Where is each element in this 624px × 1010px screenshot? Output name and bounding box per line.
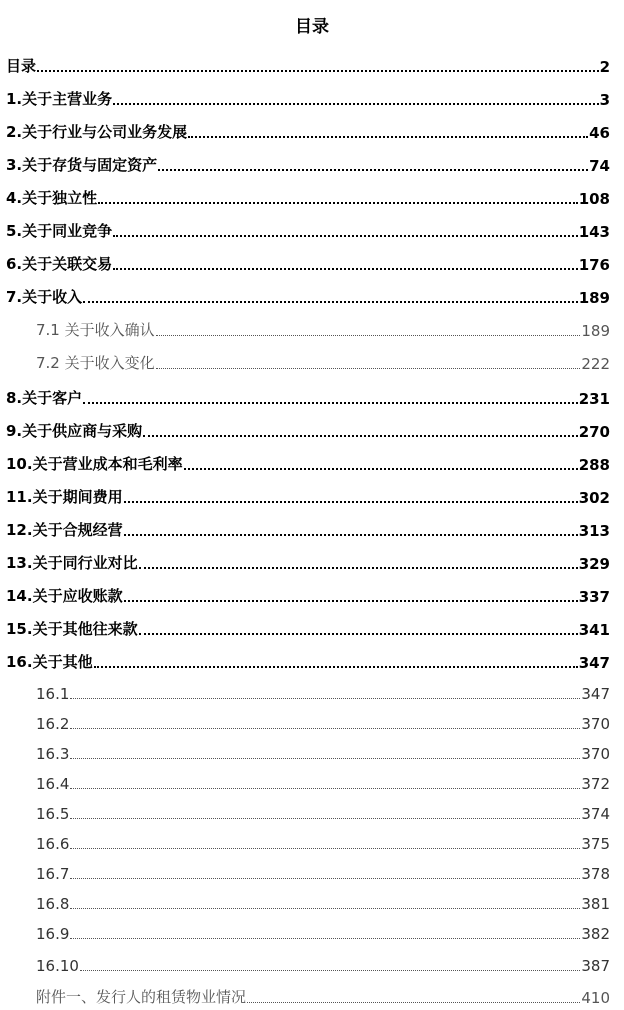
toc-entry[interactable] xyxy=(36,921,610,943)
toc-entry[interactable] xyxy=(36,351,610,373)
toc-entry-label: 16.1 xyxy=(36,685,70,703)
toc-entry-label: 16.8 xyxy=(36,895,70,913)
toc-entry-page-number: 288 xyxy=(578,456,610,474)
toc-dot-leader xyxy=(156,368,581,369)
toc-entry-label: 16.关于其他 xyxy=(6,653,93,671)
toc-entry[interactable] xyxy=(6,584,610,606)
toc-entry-page-number: 189 xyxy=(581,322,610,340)
toc-entry[interactable] xyxy=(6,219,610,241)
toc-entry-label: 16.9 xyxy=(36,925,70,943)
toc-dot-leader xyxy=(124,600,578,602)
toc-entry[interactable] xyxy=(6,551,610,573)
toc-entry-label: 12.关于合规经营 xyxy=(6,521,123,539)
toc-entry[interactable] xyxy=(6,120,610,142)
toc-entry-page-number: 270 xyxy=(578,423,610,441)
toc-entry-page-number: 176 xyxy=(578,256,610,274)
toc-entry-page-number: 341 xyxy=(578,621,610,639)
toc-entry[interactable] xyxy=(36,771,610,793)
toc-entry[interactable] xyxy=(6,419,610,441)
toc-entry[interactable] xyxy=(6,518,610,540)
toc-dot-leader xyxy=(70,698,580,699)
toc-dot-leader xyxy=(70,788,580,789)
toc-entry[interactable] xyxy=(36,953,610,975)
toc-entry[interactable] xyxy=(6,87,610,109)
toc-dot-leader xyxy=(70,758,580,759)
toc-entry-page-number: 222 xyxy=(581,355,610,373)
toc-dot-leader xyxy=(70,848,580,849)
page-title: 目录 xyxy=(295,17,329,37)
toc-entry[interactable] xyxy=(36,318,610,340)
toc-entry-label: 7.2 关于收入变化 xyxy=(36,354,155,372)
toc-entry-label: 11.关于期间费用 xyxy=(6,488,123,506)
toc-entry-page-number: 372 xyxy=(581,775,610,793)
toc-entry-label: 1.关于主营业务 xyxy=(6,90,113,108)
toc-dot-leader xyxy=(156,335,581,336)
toc-dot-leader xyxy=(70,938,580,939)
toc-entry[interactable] xyxy=(36,861,610,883)
toc-entry-label: 5.关于同业竞争 xyxy=(6,222,113,240)
toc-entry-page-number: 3 xyxy=(599,91,610,109)
toc-entry-label: 14.关于应收账款 xyxy=(6,587,123,605)
toc-dot-leader xyxy=(113,103,598,105)
toc-dot-leader xyxy=(113,235,578,237)
toc-entry-page-number: 108 xyxy=(578,190,610,208)
toc-entry-label: 13.关于同行业对比 xyxy=(6,554,138,572)
toc-entry-label: 16.3 xyxy=(36,745,70,763)
toc-entry[interactable] xyxy=(6,452,610,474)
toc-dot-leader xyxy=(98,202,578,204)
toc-dot-leader xyxy=(139,633,578,635)
toc-entry-label: 附件一、发行人的租赁物业情况 xyxy=(36,988,247,1006)
toc-dot-leader xyxy=(70,878,580,879)
toc-dot-leader xyxy=(247,1002,580,1003)
toc-entry-label: 10.关于营业成本和毛利率 xyxy=(6,455,183,473)
toc-entry-page-number: 231 xyxy=(578,390,610,408)
toc-entry-page-number: 375 xyxy=(581,835,610,853)
toc-entry-page-number: 46 xyxy=(589,124,610,142)
toc-entry-label: 4.关于独立性 xyxy=(6,189,98,207)
toc-dot-leader xyxy=(37,70,599,72)
toc-dot-leader xyxy=(70,908,580,909)
toc-dot-leader xyxy=(143,435,578,437)
toc-entry-page-number: 378 xyxy=(581,865,610,883)
toc-entry-label: 2.关于行业与公司业务发展 xyxy=(6,123,188,141)
toc-entry-label: 3.关于存货与固定资产 xyxy=(6,156,158,174)
toc-entry-page-number: 337 xyxy=(578,588,610,606)
toc-entry-label: 7.关于收入 xyxy=(6,288,83,306)
toc-entry-page-number: 2 xyxy=(599,58,610,76)
toc-entry-page-number: 382 xyxy=(581,925,610,943)
toc-entry[interactable] xyxy=(36,891,610,913)
toc-dot-leader xyxy=(83,301,578,303)
toc-entry-page-number: 370 xyxy=(581,715,610,733)
toc-entry-page-number: 347 xyxy=(578,654,610,672)
toc-entry-page-number: 387 xyxy=(581,957,610,975)
toc-entry-label: 9.关于供应商与采购 xyxy=(6,422,143,440)
toc-entry[interactable] xyxy=(6,617,610,639)
toc-entry-label: 8.关于客户 xyxy=(6,389,83,407)
toc-entry-label: 16.6 xyxy=(36,835,70,853)
toc-dot-leader xyxy=(80,970,580,971)
toc-entry-label: 目录 xyxy=(6,57,37,75)
toc-dot-leader xyxy=(124,534,578,536)
toc-entry[interactable] xyxy=(36,985,610,1007)
toc-dot-leader xyxy=(188,136,588,138)
toc-entry[interactable] xyxy=(36,801,610,823)
toc-entry[interactable] xyxy=(6,54,610,76)
toc-entry-label: 16.7 xyxy=(36,865,70,883)
toc-dot-leader xyxy=(70,818,580,819)
toc-entry[interactable] xyxy=(6,650,610,672)
toc-entry-page-number: 370 xyxy=(581,745,610,763)
toc-entry-page-number: 329 xyxy=(578,555,610,573)
toc-entry-page-number: 189 xyxy=(578,289,610,307)
toc-entry[interactable] xyxy=(36,681,610,703)
toc-entry[interactable] xyxy=(6,386,610,408)
toc-dot-leader xyxy=(94,666,578,668)
toc-dot-leader xyxy=(70,728,580,729)
toc-entry-page-number: 347 xyxy=(581,685,610,703)
toc-dot-leader xyxy=(113,268,578,270)
toc-entry-label: 15.关于其他往来款 xyxy=(6,620,138,638)
toc-entry-page-number: 381 xyxy=(581,895,610,913)
toc-entry[interactable] xyxy=(6,153,610,175)
toc-entry-page-number: 313 xyxy=(578,522,610,540)
toc-entry[interactable] xyxy=(6,252,610,274)
toc-entry[interactable] xyxy=(6,186,610,208)
toc-dot-leader xyxy=(139,567,578,569)
toc-entry-page-number: 374 xyxy=(581,805,610,823)
toc-entry-label: 7.1 关于收入确认 xyxy=(36,321,155,339)
toc-dot-leader xyxy=(83,402,578,404)
toc-entry-label: 16.10 xyxy=(36,957,79,975)
toc-entry[interactable] xyxy=(6,285,610,307)
toc-entry[interactable] xyxy=(36,741,610,763)
toc-entry-page-number: 302 xyxy=(578,489,610,507)
toc-entry[interactable] xyxy=(6,485,610,507)
toc-entry[interactable] xyxy=(36,711,610,733)
toc-entry-label: 16.4 xyxy=(36,775,70,793)
toc-entry-label: 16.5 xyxy=(36,805,70,823)
toc-entry-label: 16.2 xyxy=(36,715,70,733)
toc-entry-page-number: 74 xyxy=(589,157,610,175)
toc-entry-page-number: 143 xyxy=(578,223,610,241)
toc-dot-leader xyxy=(184,468,578,470)
toc-entry-page-number: 410 xyxy=(581,989,610,1007)
toc-dot-leader xyxy=(158,169,588,171)
toc-entry[interactable] xyxy=(36,831,610,853)
toc-entry-label: 6.关于关联交易 xyxy=(6,255,113,273)
toc-dot-leader xyxy=(124,501,578,503)
